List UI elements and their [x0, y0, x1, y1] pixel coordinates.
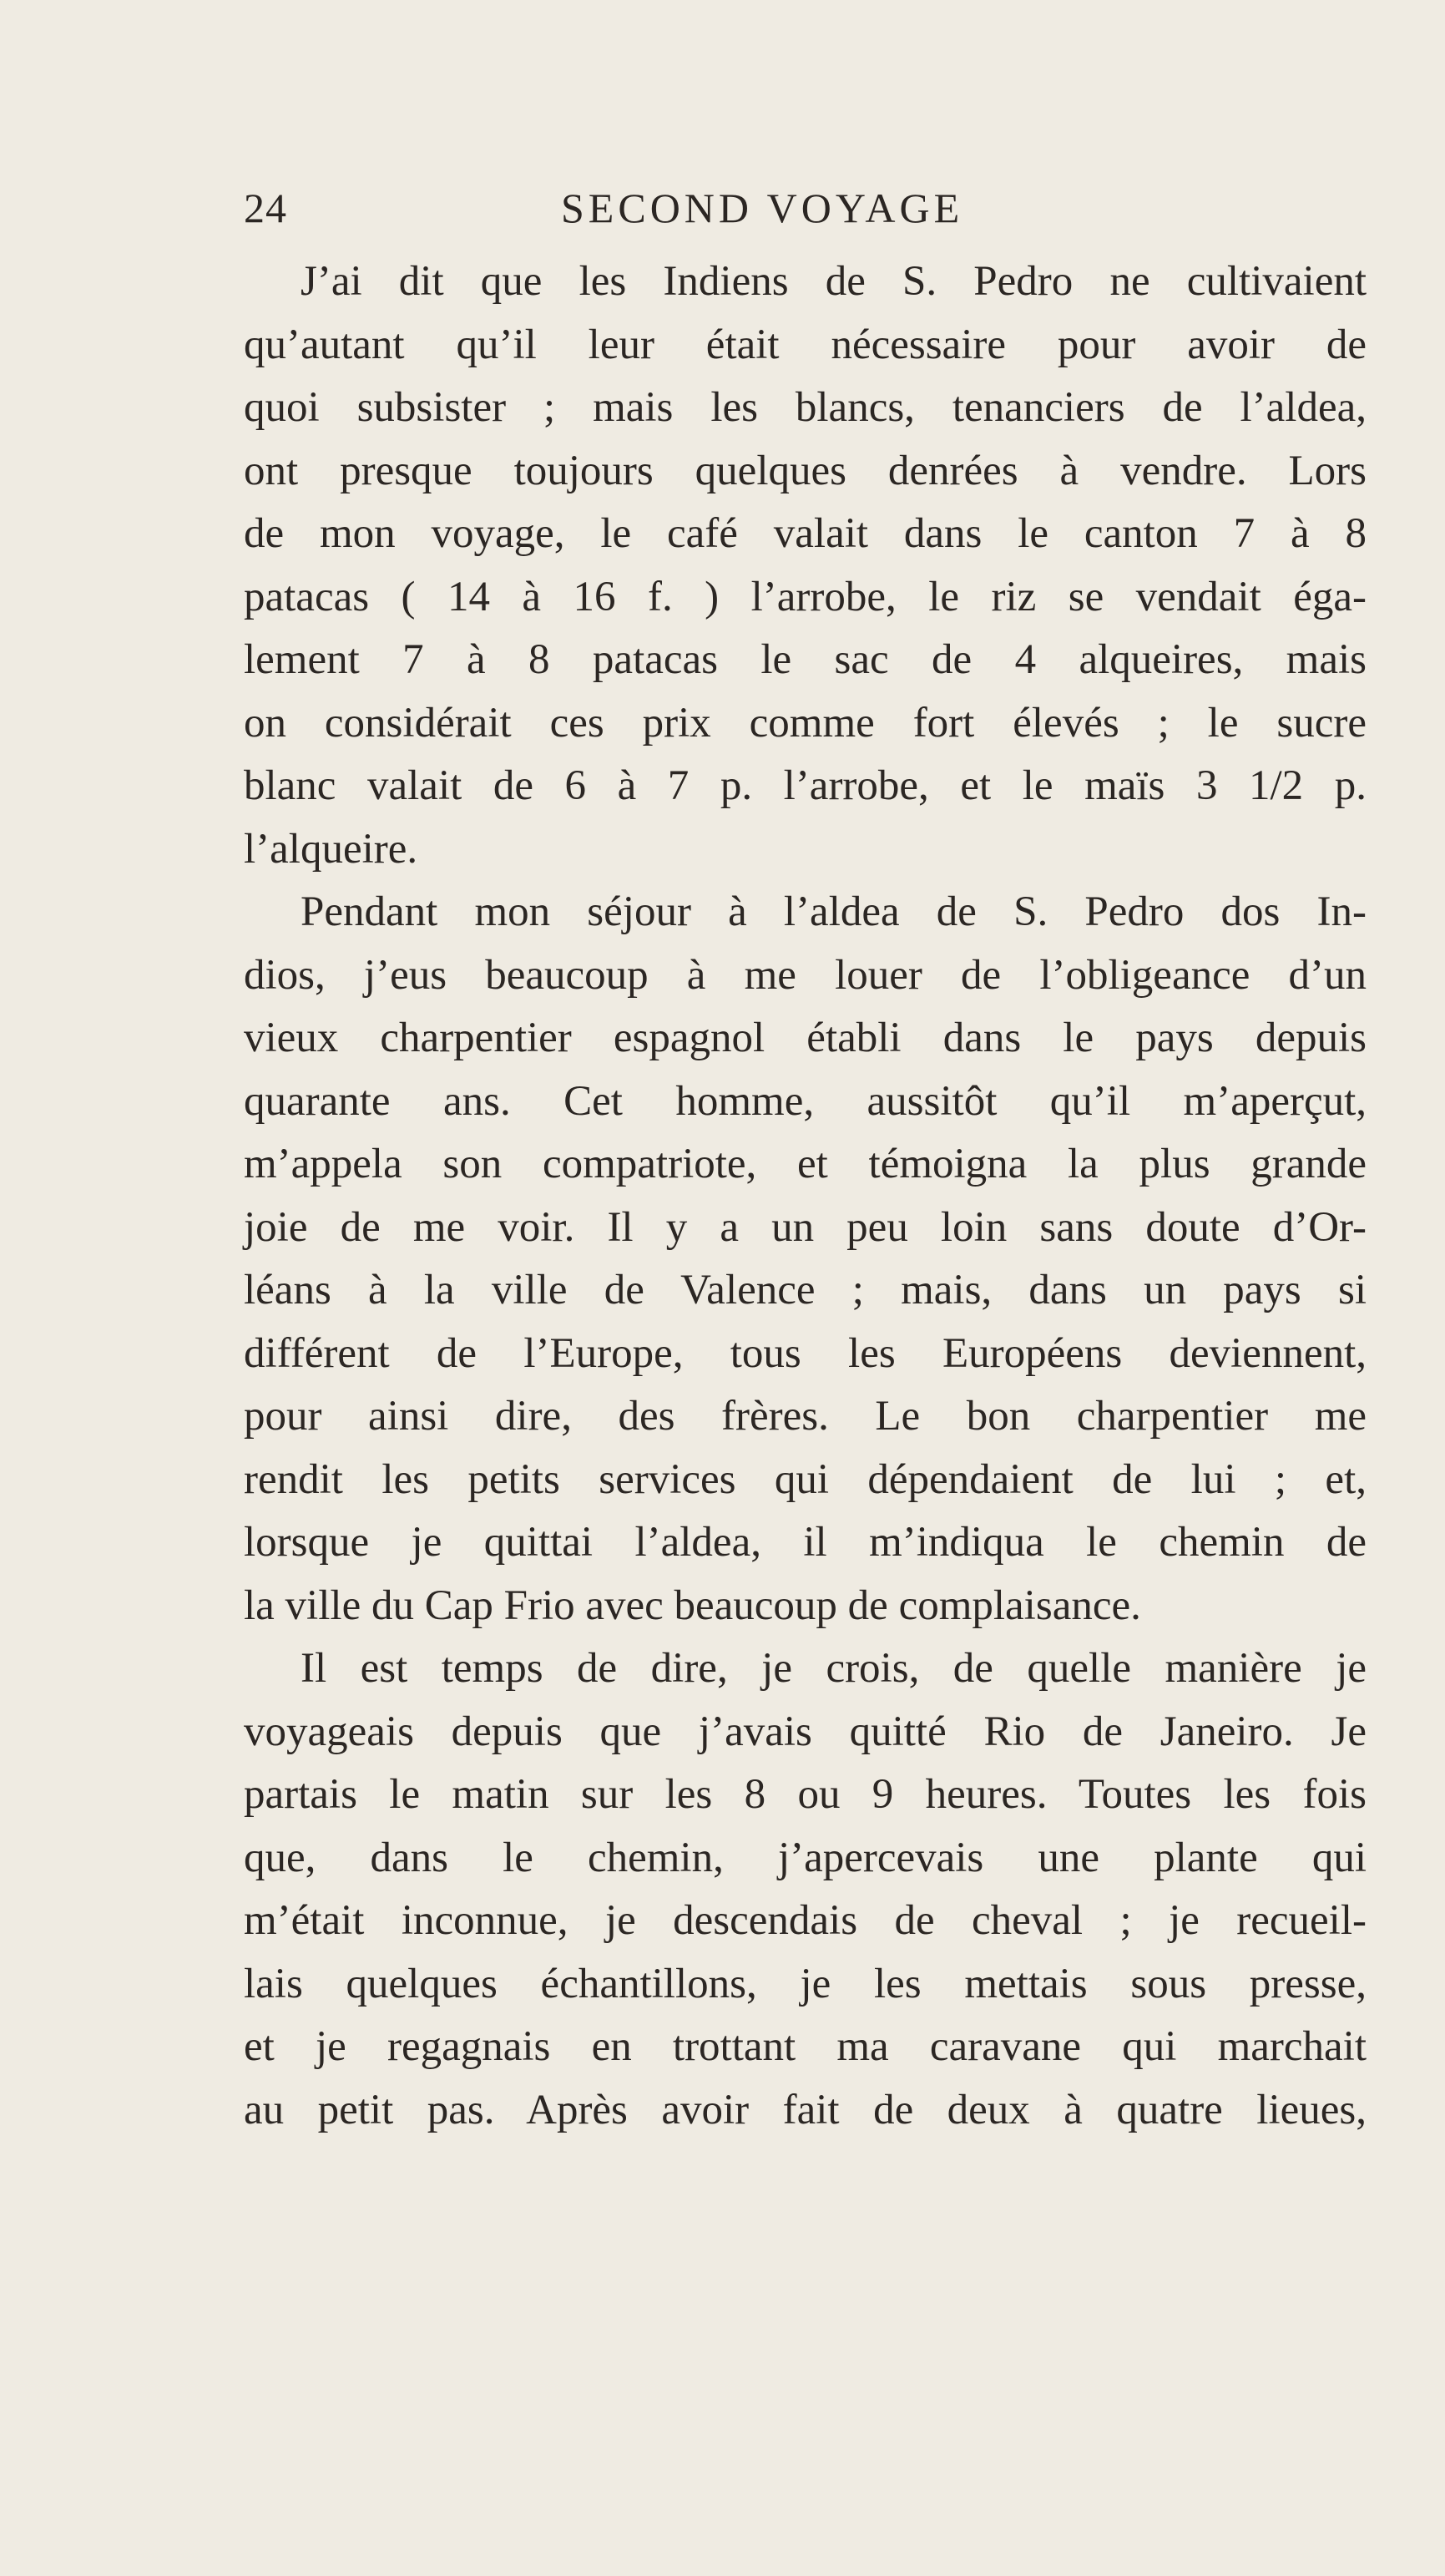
paragraph-3 [244, 1637, 1367, 2142]
text-line: patacas ( 14 à 16 f. ) l’arrobe, le riz se vendait éga- [244, 573, 1367, 620]
page-number: 24 [244, 185, 287, 231]
text-line: quarante ans. Cet homme, aussitôt qu’il m’aperçut, [244, 1077, 1367, 1125]
text-line: pour ainsi dire, des frères. Le bon charpentier me [244, 1393, 1367, 1440]
text-line: on considérait ces prix comme fort élevés ; le sucre [244, 699, 1367, 746]
body-text [244, 251, 1367, 2142]
page-header [244, 184, 1396, 242]
text-line: partais le matin sur les 8 ou 9 heures. Toutes les fois [244, 1771, 1367, 1818]
text-line: la ville du Cap Frio avec beaucoup de complaisance. [244, 1582, 1141, 1629]
text-line: l’alqueire. [244, 825, 418, 873]
paragraph-2 [244, 881, 1367, 1637]
text-line: voyageais depuis que j’avais quitté Rio de Janeiro. Je [244, 1708, 1367, 1755]
text-line: m’était inconnue, je descendais de cheval ; je recueil- [244, 1897, 1367, 1944]
text-line: lorsque je quittai l’aldea, il m’indiqua le chemin de [244, 1519, 1367, 1566]
running-title: SECOND VOYAGE [561, 185, 964, 231]
text-line: qu’autant qu’il leur était nécessaire pour avoir de [244, 321, 1367, 368]
text-line: J’ai dit que les Indiens de S. Pedro ne cultivaient [301, 258, 1367, 305]
text-line: léans à la ville de Valence ; mais, dans un pays si [244, 1267, 1367, 1313]
text-line: dios, j’eus beaucoup à me louer de l’obligeance d’un [244, 951, 1367, 999]
text-line: quoi subsister ; mais les blancs, tenanciers de l’aldea, [244, 384, 1367, 431]
text-line: différent de l’Europe, tous les Européens deviennent, [244, 1329, 1367, 1377]
text-line: Pendant mon séjour à l’aldea de S. Pedro dos In- [301, 888, 1367, 935]
text-line: et je regagnais en trottant ma caravane qui marchait [244, 2023, 1367, 2070]
text-line: au petit pas. Après avoir fait de deux à quatre lieues, [244, 2086, 1367, 2133]
text-line: rendit les petits services qui dépendaient de lui ; et, [244, 1455, 1367, 1503]
text-line: de mon voyage, le café valait dans le canton 7 à 8 [244, 510, 1367, 557]
paragraph-1 [244, 251, 1367, 881]
text-line: blanc valait de 6 à 7 p. l’arrobe, et le maïs 3 1/2 p. [244, 762, 1367, 809]
text-line: ont presque toujours quelques denrées à vendre. Lors [244, 447, 1367, 494]
text-line: Il est temps de dire, je crois, de quelle manière je [301, 1645, 1367, 1692]
text-line: vieux charpentier espagnol établi dans le pays depuis [244, 1015, 1367, 1061]
text-line: lement 7 à 8 patacas le sac de 4 alqueires, mais [244, 636, 1367, 683]
text-line: lais quelques échantillons, je les mettais sous presse, [244, 1960, 1367, 2007]
text-line: m’appela son compatriote, et témoigna la plus grande [244, 1141, 1367, 1187]
text-line: joie de me voir. Il y a un peu loin sans doute d’Or- [244, 1203, 1367, 1251]
text-line: que, dans le chemin, j’apercevais une plante qui [244, 1834, 1367, 1881]
